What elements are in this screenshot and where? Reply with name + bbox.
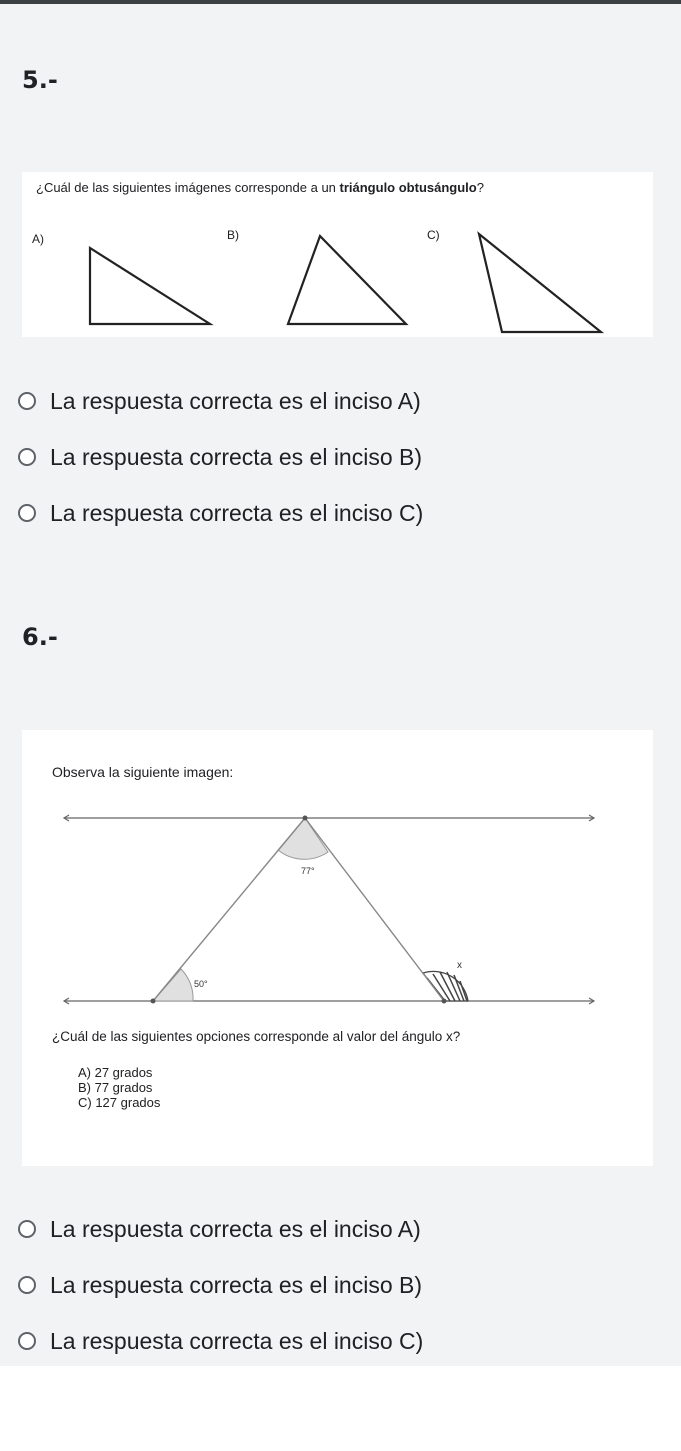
q6-option-c-label: La respuesta correcta es el inciso C) — [50, 1327, 424, 1354]
question-6-choices — [78, 1065, 160, 1110]
page-bottom — [0, 1366, 681, 1451]
top-bar — [0, 0, 681, 4]
triangles-figure — [22, 172, 653, 337]
angle-77-label: 77° — [301, 866, 315, 876]
q5-option-a[interactable] — [18, 386, 421, 416]
q5-option-a-label: La respuesta correcta es el inciso A) — [50, 387, 421, 414]
vertex-right — [442, 999, 447, 1004]
question-6-number: 6.- — [22, 623, 58, 651]
side-left — [153, 818, 305, 1001]
question-5-image-panel — [22, 172, 653, 337]
prompt-bold-text: triángulo obtusángulo — [339, 180, 477, 195]
triangle-b-label: B) — [227, 228, 239, 242]
q6-option-a-label: La respuesta correcta es el inciso A) — [50, 1215, 421, 1242]
vertex-left — [151, 999, 156, 1004]
radio-button[interactable] — [18, 504, 36, 522]
radio-button[interactable] — [18, 1332, 36, 1350]
q5-option-b-label: La respuesta correcta es el inciso B) — [50, 443, 423, 470]
question-6-panel — [22, 730, 653, 1166]
angles-figure — [22, 805, 653, 1005]
q6-option-c[interactable] — [18, 1326, 423, 1356]
choice-b: B) 77 grados — [78, 1080, 153, 1095]
triangle-c-obtuse — [479, 234, 601, 332]
q6-option-b[interactable] — [18, 1270, 422, 1300]
choice-a: A) 27 grados — [78, 1065, 153, 1080]
radio-button[interactable] — [18, 448, 36, 466]
choice-c: C) 127 grados — [78, 1095, 161, 1110]
radio-button[interactable] — [18, 392, 36, 410]
triangle-c-label: C) — [427, 228, 440, 242]
radio-button[interactable] — [18, 1276, 36, 1294]
question-6-intro: Observa la siguiente imagen: — [52, 764, 234, 780]
vertex-top — [303, 816, 308, 821]
radio-button[interactable] — [18, 1220, 36, 1238]
prompt-text: ¿Cuál de las siguientes imágenes corresponde a un — [36, 180, 340, 195]
triangle-a-right — [90, 248, 210, 324]
triangle-a-label: A) — [32, 232, 44, 246]
prompt-end: ? — [476, 180, 484, 195]
angle-50-sector — [153, 969, 193, 1001]
question-6-question: ¿Cuál de las siguientes opciones corresponde al valor del ángulo x? — [52, 1029, 461, 1044]
q6-option-b-label: La respuesta correcta es el inciso B) — [50, 1271, 423, 1298]
triangle-b-acute — [288, 236, 406, 324]
q6-option-a[interactable] — [18, 1214, 421, 1244]
angle-x-label: x — [457, 960, 462, 971]
side-right — [305, 818, 444, 1001]
q5-option-c-label: La respuesta correcta es el inciso C) — [50, 499, 424, 526]
question-5-number: 5.- — [22, 66, 58, 94]
angle-50-label: 50° — [194, 979, 208, 989]
q5-option-c[interactable] — [18, 498, 423, 528]
q5-option-b[interactable] — [18, 442, 422, 472]
